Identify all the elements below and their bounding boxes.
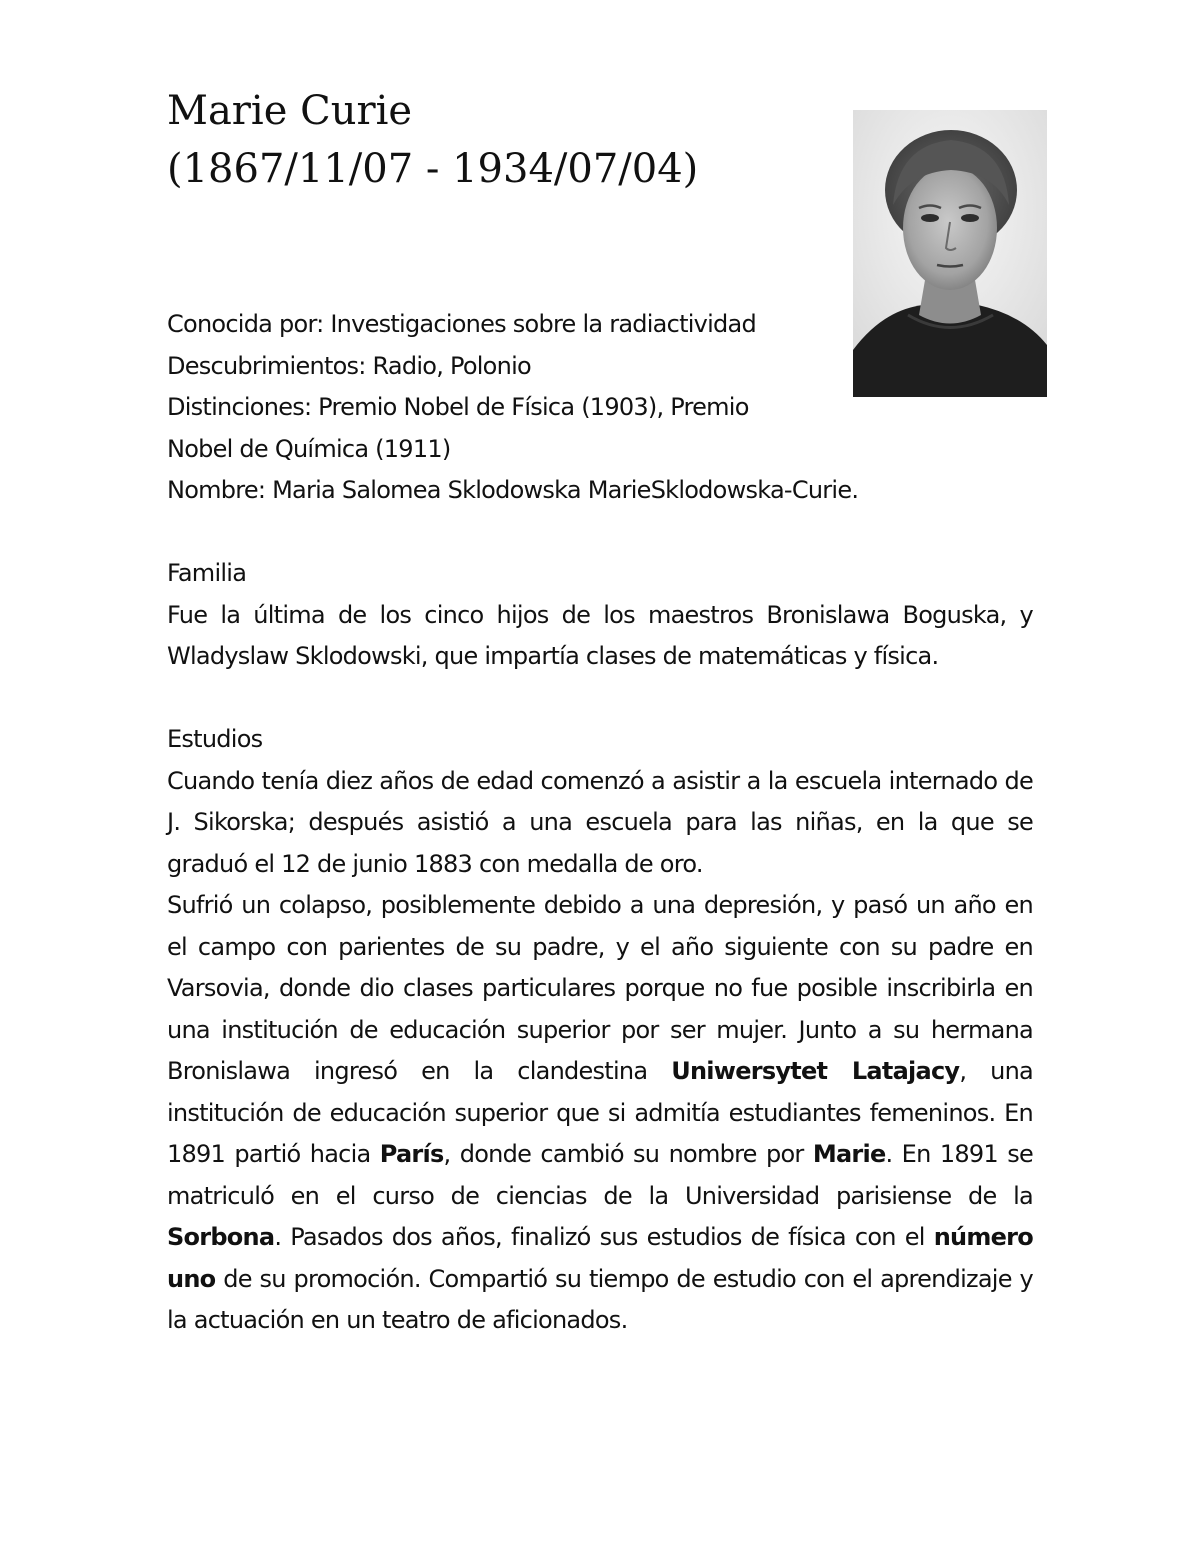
text-segment: , donde cambió su nombre por <box>443 1140 813 1168</box>
text-segment: , una institución de educación superior que si admitía estudiantes femeninos. En 1891 partió hacia <box>167 1057 1034 1168</box>
text-segment: Sufrió un colapso, posiblemente debido a una depresión, y pasó un año en el campo con parientes de su padre, y el año siguiente con su padre en Varsovia, donde dio clases particulares porque no fue posible inscribirla en una institución de educación superior por ser mujer. Junto a su hermana Bronislawa ingresó en la clandestina <box>167 891 1033 1085</box>
studies-paragraph-2 <box>167 885 1033 1342</box>
person-name: Marie Curie <box>167 88 413 134</box>
university-name: Uniwersytet Latajacy <box>671 1057 960 1085</box>
full-name-line: Nombre: Maria Salomea Sklodowska MarieSklodowska-Curie. <box>167 476 859 504</box>
discoveries-line: Descubrimientos: Radio, Polonio <box>167 351 531 380</box>
university-sorbonne: Sorbona <box>167 1223 275 1251</box>
new-name: Marie <box>812 1140 886 1168</box>
spacer <box>167 678 1033 720</box>
text-segment: de su promoción. Compartió su tiempo de estudio con el aprendizaje y la actuación en un teatro de aficionados. <box>167 1264 1033 1334</box>
rank-number-one: número uno <box>167 1223 1033 1293</box>
family-paragraph: Fue la última de los cinco hijos de los maestros Bronislawa Boguska, y Wladyslaw Sklodowski, que impartía clases de matemáticas y física. <box>167 600 1033 670</box>
text-segment: . Pasados dos años, finalizó sus estudios de física con el <box>274 1223 934 1251</box>
awards-line-1: Distinciones: Premio Nobel de Física (1903), Premio <box>167 393 749 421</box>
awards-line-2: Nobel de Química (1911) <box>167 434 451 463</box>
spacer <box>167 512 1033 554</box>
city-name: París <box>379 1140 444 1168</box>
text-segment: . En 1891 se matriculó en el curso de ciencias de la Universidad parisiense de la <box>167 1140 1033 1210</box>
studies-paragraph-1: Cuando tenía diez años de edad comenzó a asistir a la escuela internado de J. Sikorska; después asistió a una escuela para las niñas, en la que se graduó el 12 de junio 1883 con medalla de oro. <box>167 766 1033 878</box>
family-heading: Familia <box>167 559 247 587</box>
page-title <box>167 82 698 198</box>
known-for-line: Conocida por: Investigaciones sobre la radiactividad <box>167 310 756 338</box>
studies-heading: Estudios <box>167 725 263 753</box>
document-body <box>167 304 1033 1342</box>
life-dates: (1867/11/07 - 1934/07/04) <box>167 146 699 192</box>
